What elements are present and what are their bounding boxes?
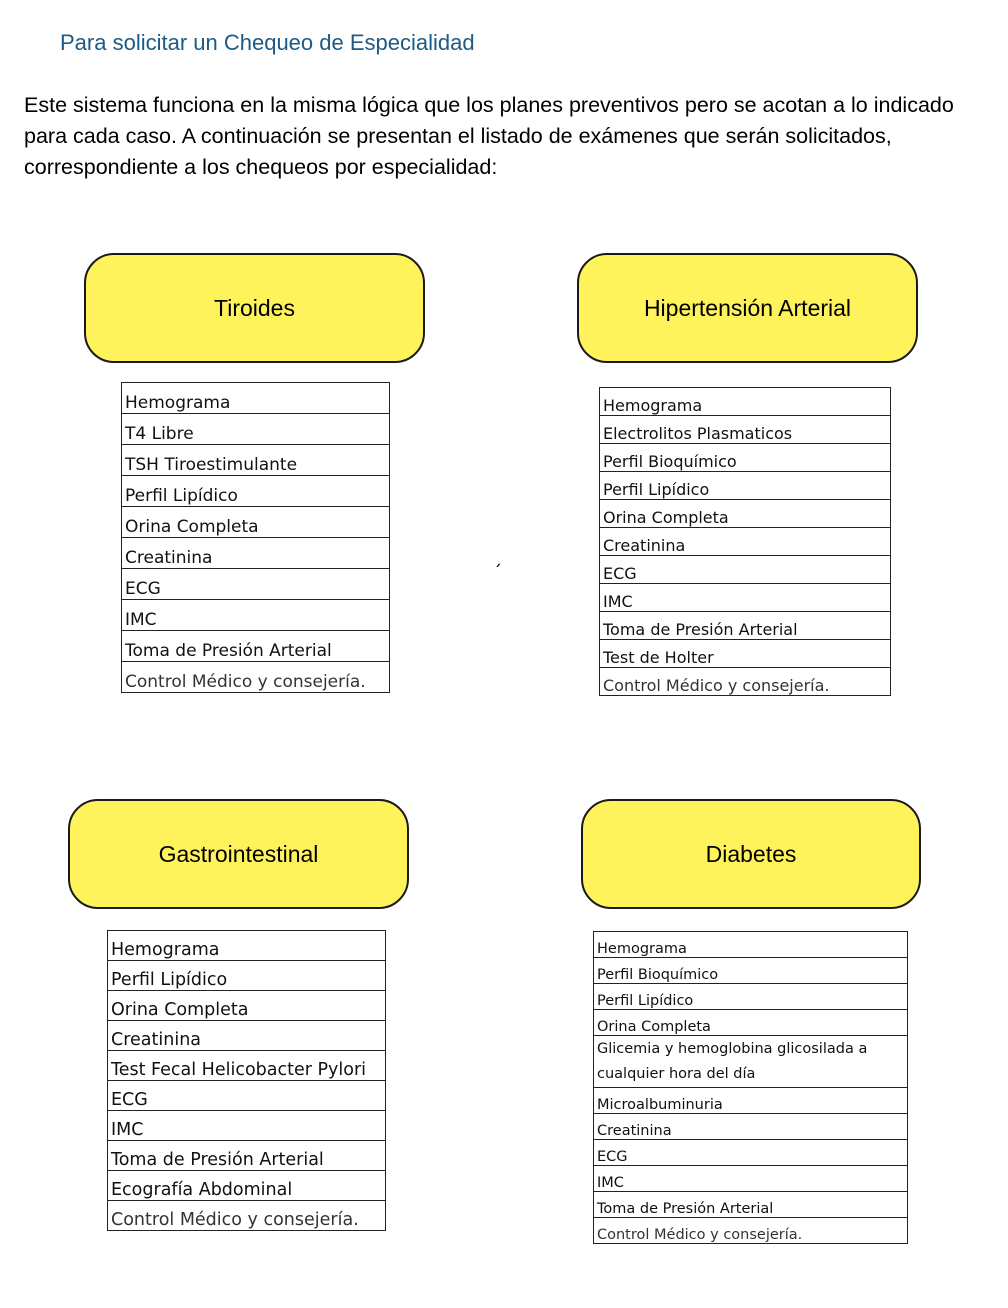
exam-cell: ECG	[594, 1140, 908, 1166]
exam-cell: Perfil Lipídico	[108, 961, 386, 991]
exam-cell: ECG	[108, 1081, 386, 1111]
exam-cell: IMC	[600, 584, 891, 612]
exam-cell: Toma de Presión Arterial	[600, 612, 891, 640]
section-title-diabetes: Diabetes	[581, 799, 921, 909]
exam-cell: Toma de Presión Arterial	[122, 631, 390, 662]
exam-row	[122, 383, 390, 414]
exam-cell: IMC	[108, 1111, 386, 1141]
exam-cell: Glicemia y hemoglobina glicosilada a cualquier hora del día	[594, 1036, 908, 1088]
exam-cell: Perfil Lipídico	[122, 476, 390, 507]
exam-row	[108, 1051, 386, 1081]
exam-row	[122, 445, 390, 476]
exam-row	[108, 1141, 386, 1171]
exam-row	[594, 1192, 908, 1218]
exam-table-hipertension	[599, 387, 891, 696]
exam-row	[600, 444, 891, 472]
exam-row	[122, 662, 390, 693]
exam-row	[108, 1201, 386, 1231]
exam-row	[594, 1166, 908, 1192]
exam-row	[594, 1114, 908, 1140]
exam-row	[600, 500, 891, 528]
exam-row	[600, 388, 891, 416]
exam-cell: Control Médico y consejería.	[122, 662, 390, 693]
exam-cell: Orina Completa	[600, 500, 891, 528]
exam-cell: Toma de Presión Arterial	[108, 1141, 386, 1171]
exam-cell: ECG	[122, 569, 390, 600]
exam-row	[108, 991, 386, 1021]
exam-table-tiroides	[121, 382, 390, 693]
exam-row	[594, 1010, 908, 1036]
exam-cell: Creatinina	[108, 1021, 386, 1051]
exam-row	[594, 1036, 908, 1088]
exam-row	[600, 640, 891, 668]
exam-table-gastrointestinal	[107, 930, 386, 1231]
exam-row	[122, 507, 390, 538]
exam-table-body	[594, 932, 908, 1244]
exam-cell: Toma de Presión Arterial	[594, 1192, 908, 1218]
exam-cell: Hemograma	[600, 388, 891, 416]
exam-row	[600, 416, 891, 444]
exam-row	[600, 584, 891, 612]
exam-cell: ECG	[600, 556, 891, 584]
exam-cell: Creatinina	[600, 528, 891, 556]
exam-row	[594, 932, 908, 958]
exam-cell: TSH Tiroestimulante	[122, 445, 390, 476]
exam-cell: IMC	[594, 1166, 908, 1192]
exam-cell: IMC	[122, 600, 390, 631]
exam-row	[594, 1218, 908, 1244]
exam-row	[594, 1140, 908, 1166]
exam-cell: Perfil Lipídico	[600, 472, 891, 500]
exam-cell: Hemograma	[122, 383, 390, 414]
exam-cell: Orina Completa	[594, 1010, 908, 1036]
exam-cell: Microalbuminuria	[594, 1088, 908, 1114]
section-title-tiroides: Tiroides	[84, 253, 425, 363]
page-heading: Para solicitar un Chequeo de Especialidad	[60, 30, 475, 55]
exam-row	[108, 931, 386, 961]
exam-table-body	[600, 388, 891, 696]
exam-cell: Orina Completa	[108, 991, 386, 1021]
exam-row	[108, 961, 386, 991]
exam-table-body	[108, 931, 386, 1231]
exam-row	[600, 528, 891, 556]
exam-cell: Control Médico y consejería.	[108, 1201, 386, 1231]
exam-cell: Electrolitos Plasmaticos	[600, 416, 891, 444]
exam-row	[108, 1021, 386, 1051]
exam-row	[122, 631, 390, 662]
exam-cell: Creatinina	[594, 1114, 908, 1140]
exam-row	[108, 1111, 386, 1141]
exam-cell: Creatinina	[122, 538, 390, 569]
section-title-hipertension: Hipertensión Arterial	[577, 253, 918, 363]
exam-cell: Control Médico y consejería.	[594, 1218, 908, 1244]
exam-row	[122, 600, 390, 631]
exam-cell: Hemograma	[108, 931, 386, 961]
exam-row	[600, 668, 891, 696]
exam-row	[108, 1081, 386, 1111]
exam-row	[122, 569, 390, 600]
exam-table-diabetes	[593, 931, 908, 1244]
exam-cell: Hemograma	[594, 932, 908, 958]
section-title-gastrointestinal: Gastrointestinal	[68, 799, 409, 909]
exam-table-body	[122, 383, 390, 693]
exam-row	[108, 1171, 386, 1201]
exam-cell: Orina Completa	[122, 507, 390, 538]
exam-row	[122, 538, 390, 569]
stray-accent-mark: ´	[493, 562, 502, 583]
exam-row	[594, 958, 908, 984]
exam-cell: Test Fecal Helicobacter Pylori	[108, 1051, 386, 1081]
exam-cell: Ecografía Abdominal	[108, 1171, 386, 1201]
exam-row	[594, 984, 908, 1010]
exam-row	[600, 472, 891, 500]
exam-row	[122, 414, 390, 445]
exam-cell: T4 Libre	[122, 414, 390, 445]
exam-row	[122, 476, 390, 507]
exam-cell: Perfil Bioquímico	[600, 444, 891, 472]
exam-cell: Control Médico y consejería.	[600, 668, 891, 696]
intro-paragraph: Este sistema funciona en la misma lógica que los planes preventivos pero se acotan a lo indicado para cada caso. A continuación se presentan el listado de exámenes que serán solicitados, correspondiente a los chequeos por especialidad:	[24, 93, 954, 179]
exam-cell: Test de Holter	[600, 640, 891, 668]
exam-row	[600, 612, 891, 640]
exam-cell: Perfil Lipídico	[594, 984, 908, 1010]
exam-cell: Perfil Bioquímico	[594, 958, 908, 984]
exam-row	[600, 556, 891, 584]
exam-row	[594, 1088, 908, 1114]
